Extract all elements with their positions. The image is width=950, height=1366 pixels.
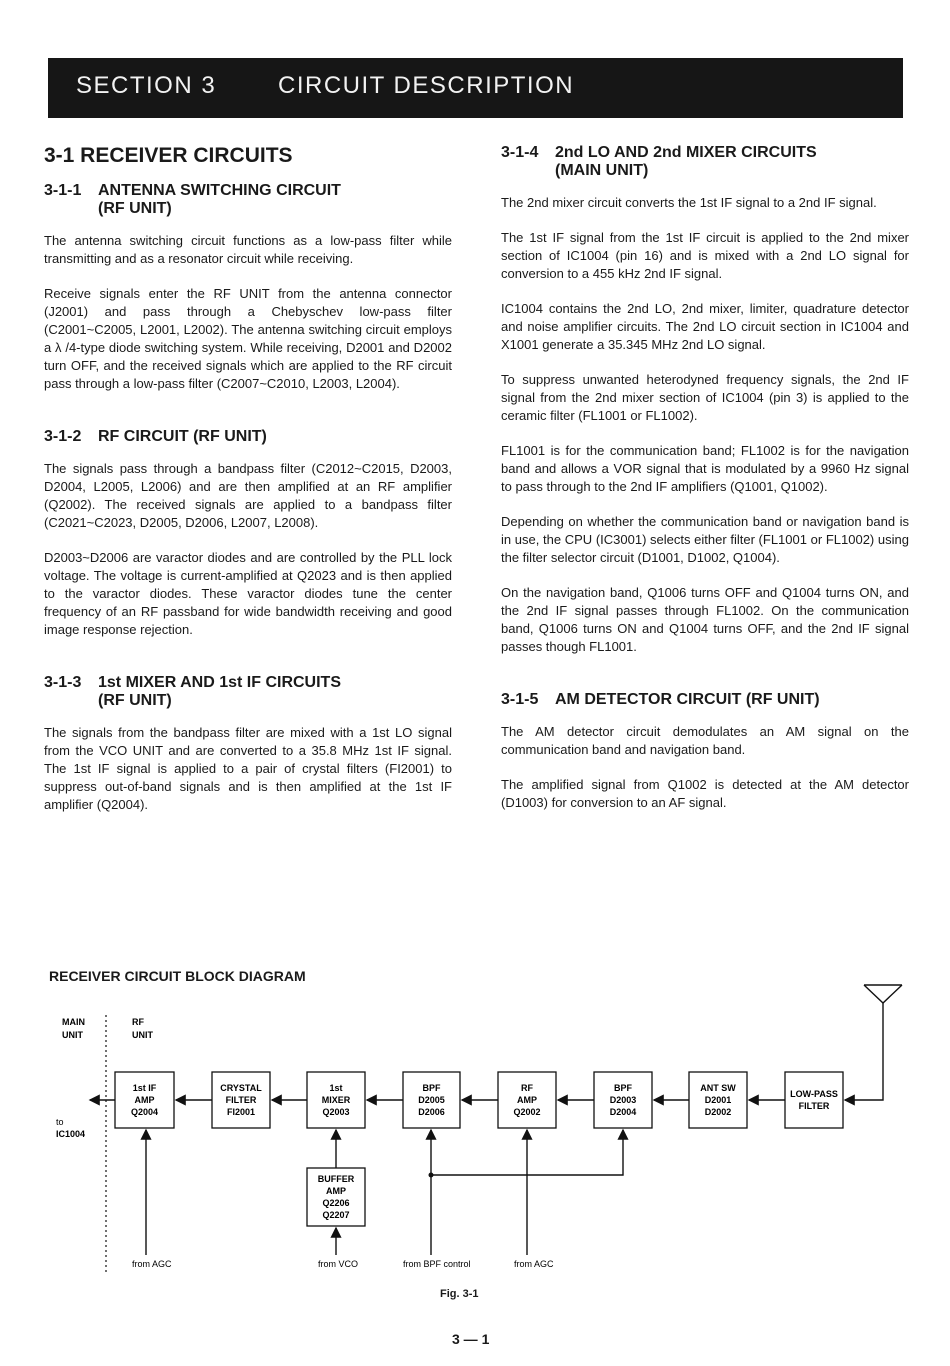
paragraph: On the navigation band, Q1006 turns OFF and Q1004 turns ON, and the 2nd IF signal passes through FL1002. On the communication band, Q1006 turns ON and Q1004 turns OFF, and the 2nd IF signal passes though FL1001. — [501, 585, 909, 654]
svg-text:1st: 1st — [329, 1083, 343, 1093]
svg-text:BPF: BPF — [422, 1083, 441, 1093]
rf-unit-label-1: RF — [132, 1017, 144, 1027]
heading-number: 3-1-3 — [44, 674, 82, 691]
svg-text:ANT SW: ANT SW — [700, 1083, 736, 1093]
svg-text:1st IF: 1st IF — [132, 1083, 157, 1093]
svg-text:D2006: D2006 — [418, 1107, 445, 1117]
svg-text:Q2207: Q2207 — [322, 1210, 350, 1220]
paragraph: The amplified signal from Q1002 is detected at the AM detector (D1003) for conversion to an AF signal. — [501, 777, 909, 810]
main-heading: 3-1 RECEIVER CIRCUITS — [44, 144, 293, 167]
heading-3-1-4 — [501, 144, 909, 180]
svg-text:MIXER: MIXER — [321, 1095, 351, 1105]
block-ant-sw — [689, 1072, 747, 1128]
page-number: 3 — 1 — [452, 1331, 490, 1347]
signal-path — [90, 1003, 883, 1255]
svg-text:RF: RF — [521, 1083, 533, 1093]
paragraph: The 1st IF signal from the 1st IF circuit is applied to the 2nd mixer section of IC1004 (pin 16) and is mixed with a 2nd LO signal for conversion to a 455 kHz 2nd IF signal. — [501, 230, 909, 281]
heading-subtitle: (MAIN UNIT) — [555, 162, 649, 179]
svg-text:Q2004: Q2004 — [130, 1107, 159, 1117]
svg-text:Q2003: Q2003 — [322, 1107, 350, 1117]
svg-text:D2005: D2005 — [418, 1095, 445, 1105]
block-rf-amp — [498, 1072, 556, 1128]
from-bpf-control-label: from BPF control — [403, 1259, 471, 1269]
svg-text:Q2206: Q2206 — [322, 1198, 350, 1208]
section-header — [48, 58, 903, 118]
svg-text:AMP: AMP — [326, 1186, 346, 1196]
svg-text:D2004: D2004 — [609, 1107, 637, 1117]
paragraph: The antenna switching circuit functions as a low-pass filter while transmitting and as a resonator circuit while receiving. — [44, 233, 452, 266]
svg-text:D2003: D2003 — [609, 1095, 637, 1105]
svg-text:D2001: D2001 — [704, 1095, 732, 1105]
block-lpf — [785, 1072, 843, 1128]
from-agc-label-2: from AGC — [514, 1259, 554, 1269]
heading-3-1-5 — [501, 691, 909, 709]
block-crystal-filter — [212, 1072, 270, 1128]
svg-text:Q2002: Q2002 — [513, 1107, 541, 1117]
main-unit-label-2: UNIT — [62, 1030, 83, 1040]
from-vco-label: from VCO — [318, 1259, 359, 1269]
paragraph: FL1001 is for the communication band; FL1002 is for the navigation band and allows a VOR signal that is modulated by a 9960 Hz signal to pass through to the 2nd IF amplifiers (Q1001, Q1002). — [501, 443, 909, 494]
heading-title: RF CIRCUIT (RF UNIT) — [98, 428, 267, 445]
antenna-icon — [864, 985, 902, 1003]
heading-number: 3-1-1 — [44, 182, 82, 199]
paragraph: The 2nd mixer circuit converts the 1st IF signal to a 2nd IF signal. — [501, 195, 877, 210]
heading-3-1-3 — [44, 674, 452, 710]
block-mixer — [307, 1072, 365, 1128]
main-unit-label-1: MAIN — [62, 1017, 85, 1027]
to-label-1: to — [56, 1117, 64, 1127]
svg-text:FI2001: FI2001 — [226, 1107, 256, 1117]
svg-text:BPF: BPF — [614, 1083, 632, 1093]
paragraph: The signals from the bandpass filter are mixed with a 1st LO signal from the VCO UNIT and are converted to a 35.8 MHz 1st IF signal. The 1st IF signal is applied to a pair of crystal filters (FI2001) to suppress out-of-band signals and is then amplified at the 1st IF amplifier (Q2004). — [44, 725, 452, 812]
heading-number: 3-1-5 — [501, 691, 539, 708]
svg-text:FILTER: FILTER — [798, 1101, 830, 1111]
paragraph: Depending on whether the communication band or navigation band is in use, the CPU (IC3001) selects either filter (FL1001 or FL1002) using the filter selector circuit (D1001, D1002, Q1004). — [501, 514, 909, 565]
heading-number: 3-1-2 — [44, 428, 82, 445]
heading-number: 3-1-4 — [501, 144, 539, 161]
heading-title: 1st MIXER AND 1st IF CIRCUITS — [98, 674, 341, 691]
block-bpf2 — [403, 1072, 460, 1128]
svg-text:LOW-PASS: LOW-PASS — [790, 1089, 838, 1099]
left-column — [44, 140, 452, 831]
figure-caption: Fig. 3-1 — [440, 1288, 479, 1300]
heading-title: ANTENNA SWITCHING CIRCUIT — [98, 182, 341, 199]
heading-subtitle: (RF UNIT) — [98, 692, 172, 709]
block-bpf1 — [594, 1072, 652, 1128]
svg-text:BUFFER: BUFFER — [317, 1174, 355, 1184]
rf-unit-label-2: UNIT — [132, 1030, 153, 1040]
block-if-amp — [115, 1072, 174, 1128]
heading-title: 2nd LO AND 2nd MIXER CIRCUITS — [555, 144, 817, 161]
svg-text:AMP: AMP — [517, 1095, 537, 1105]
paragraph: To suppress unwanted heterodyned frequency signals, the 2nd IF signal from the 2nd mixer section of IC1004 (pin 3) is applied to the ceramic filter (FL1001 or FL1002). — [501, 372, 909, 423]
to-label-2: IC1004 — [56, 1129, 86, 1139]
heading-title: AM DETECTOR CIRCUIT (RF UNIT) — [555, 691, 820, 708]
diagram-title: RECEIVER CIRCUIT BLOCK DIAGRAM — [49, 968, 306, 984]
svg-text:AMP: AMP — [134, 1095, 155, 1105]
paragraph: The AM detector circuit demodulates an AM signal on the communication band and navigation band. — [501, 724, 909, 757]
paragraph: Receive signals enter the RF UNIT from the antenna connector (J2001) and pass through a Chebyschev low-pass filter (C2001~C2005, L2001, L2002). The antenna switching circuit employs a λ /4-type diode switching system. While receiving, D2001 and D2002 turn OFF, and the received signals which are applied to the RF circuit pass through a low-pass filter (C2007~C2010, L2003, L2004). — [44, 286, 452, 391]
from-agc-label-1: from AGC — [132, 1259, 172, 1269]
block-buffer — [307, 1168, 365, 1226]
junction-dot — [429, 1173, 434, 1178]
heading-subtitle: (RF UNIT) — [98, 200, 172, 217]
paragraph: IC1004 contains the 2nd LO, 2nd mixer, limiter, quadrature detector and noise amplifier circuits. The 2nd LO circuit section in IC1004 and X1001 generate a 35.345 MHz 2nd LO signal. — [501, 301, 909, 352]
svg-text:D2002: D2002 — [704, 1107, 732, 1117]
block-diagram — [0, 975, 950, 1285]
heading-3-1-2 — [44, 428, 452, 446]
section-number: SECTION 3 — [76, 72, 217, 99]
section-title: CIRCUIT DESCRIPTION — [278, 72, 575, 99]
heading-3-1-1 — [44, 182, 452, 218]
paragraph: D2003~D2006 are varactor diodes and are controlled by the PLL lock voltage. The voltage is current-amplified at Q2023 and is then applied to the varactor diodes. These varactor diodes tune the center frequency of an RF passband for wide bandwidth receiving and good image response rejection. — [44, 550, 452, 637]
svg-text:CRYSTAL: CRYSTAL — [220, 1083, 262, 1093]
right-column — [501, 140, 909, 829]
paragraph: The signals pass through a bandpass filter (C2012~C2015, D2003, D2004, L2005, L2006) and are then amplified at an RF amplifier (Q2002). The received signals are applied to a bandpass filter (C2021~C2023, D2005, D2006, L2007, L2008). — [44, 461, 452, 530]
svg-text:FILTER: FILTER — [225, 1095, 257, 1105]
